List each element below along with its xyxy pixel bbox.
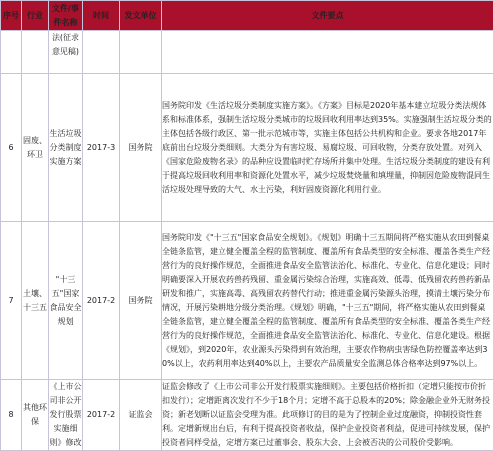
cell-seq: 7	[1, 222, 22, 380]
cell-summary: 国务院印发《生活垃圾分类制度实施方案》。《方案》目标是2020年基本建立垃圾分类法规体系和标准体系，强制生活垃圾分类城市的垃圾回收利用率达到35%。实施强制生活垃圾分类的主体包括各级行政区、第一批示范城市等，实施主体包括公共机构和企业。要求各地2017年底前出台垃圾分类细则。大类分为有害垃圾、易腐垃圾、可回收物，分类存放处置。对列入《国家危险废物名录》的品种应设置临时贮存场所并集中处理。生活垃圾分类制度的建设有利于提高垃圾回收利用率和资源化处置水平，减少垃圾焚烧量和填埋量，抑制因危险废物混同生活垃圾处理导致的大气、水土污染，利好固废资源化利用行业。	[162, 74, 493, 222]
cell-industry: 其他环保	[22, 380, 49, 451]
cell-time	[83, 31, 120, 74]
table-row-continuation	[1, 31, 493, 74]
cell-time: 2017-3	[83, 74, 120, 222]
cell-doc-name: "十三五"国家食品安全规划	[49, 222, 83, 380]
table-row	[1, 74, 493, 222]
table-row	[1, 222, 493, 380]
cell-issuer	[120, 31, 162, 74]
cell-seq: 6	[1, 74, 22, 222]
table-row	[1, 380, 493, 451]
cell-doc-name: 生活垃圾分类制度实施方案	[49, 74, 83, 222]
cell-seq: 8	[1, 380, 22, 451]
cell-summary	[162, 31, 493, 74]
header-seq: 序号	[1, 1, 22, 31]
cell-industry: 固废、环卫	[22, 74, 49, 222]
cell-issuer: 国务院	[120, 74, 162, 222]
header-doc-name: 文件/事件名称	[49, 1, 83, 31]
cell-time: 2017-2	[83, 222, 120, 380]
header-issuer: 发文单位	[120, 1, 162, 31]
header-summary: 文件要点	[162, 1, 493, 31]
cell-doc-name: 《上市公司非公开发行股票实施细则》修改	[49, 380, 83, 451]
cell-seq	[1, 31, 22, 74]
cell-issuer: 证监会	[120, 380, 162, 451]
cell-industry: 土壤、十三五	[22, 222, 49, 380]
cell-summary: 证监会修改了《上市公司非公开发行股票实施细则》。主要包括价格折扣（定增只能按市价折扣发行）；定增距离次发行不少于18个月；定增不高于总股本的20%；除金融企业外无财务投资；新老划断以证监会受理为准。此项修订的目的是为了控制企业过度融资，抑制投资性套利。定增新规出台后，有利于提高投资者收益，保护企业投资者利益，促进可持续发展，保护投资者同样受益，定增方案已过董事会、股东大会、上会被否决的公司股价受影响。	[162, 380, 493, 451]
header-row	[1, 1, 493, 31]
header-time: 时间	[83, 1, 120, 31]
cell-time: 2017-2	[83, 380, 120, 451]
header-industry: 行业	[22, 1, 49, 31]
doc-name-text: 法(征求意见稿)	[49, 31, 82, 59]
cell-summary: 国务院印发《"十三五"国家食品安全规划》。《规划》明确十三五期间将严格实施从农田到餐桌全链条监管，建立健全覆盖全程的监管制度、覆盖所有食品类型的安全标准、覆盖各类生产经营行为的良好操作规范，全面推进食品安全监管法治化、标准化、专业化、信息化建设；同时明确要深入开展农药兽药残留、重金属污染综合治理，实施高效、低毒、低残留农药兽药新品研发和推广，实施高毒、高残留农药替代行动；推进重金属污染源头治理，摸清土壤污染分布情况，开展污染耕地分级分类治理。《规划》明确，"十三五"期间，将严格实施从农田到餐桌全链条监管，建立健全覆盖全程的监管制度、覆盖所有食品类型的安全标准、覆盖各类生产经营行为的良好操作规范，全面推进食品安全监管法治化、标准化、专业化、信息化建设。根据《规划》，到2020年，农业源头污染得到有效治理，主要农作物病虫害绿色防控覆盖率达到30%以上，农药利用率达到40%以上，主要农产品质量安全监测总体合格率达到97%以上。	[162, 222, 493, 380]
cell-issuer: 国务院	[120, 222, 162, 380]
cell-industry	[22, 31, 49, 74]
cell-doc-name	[49, 31, 83, 74]
